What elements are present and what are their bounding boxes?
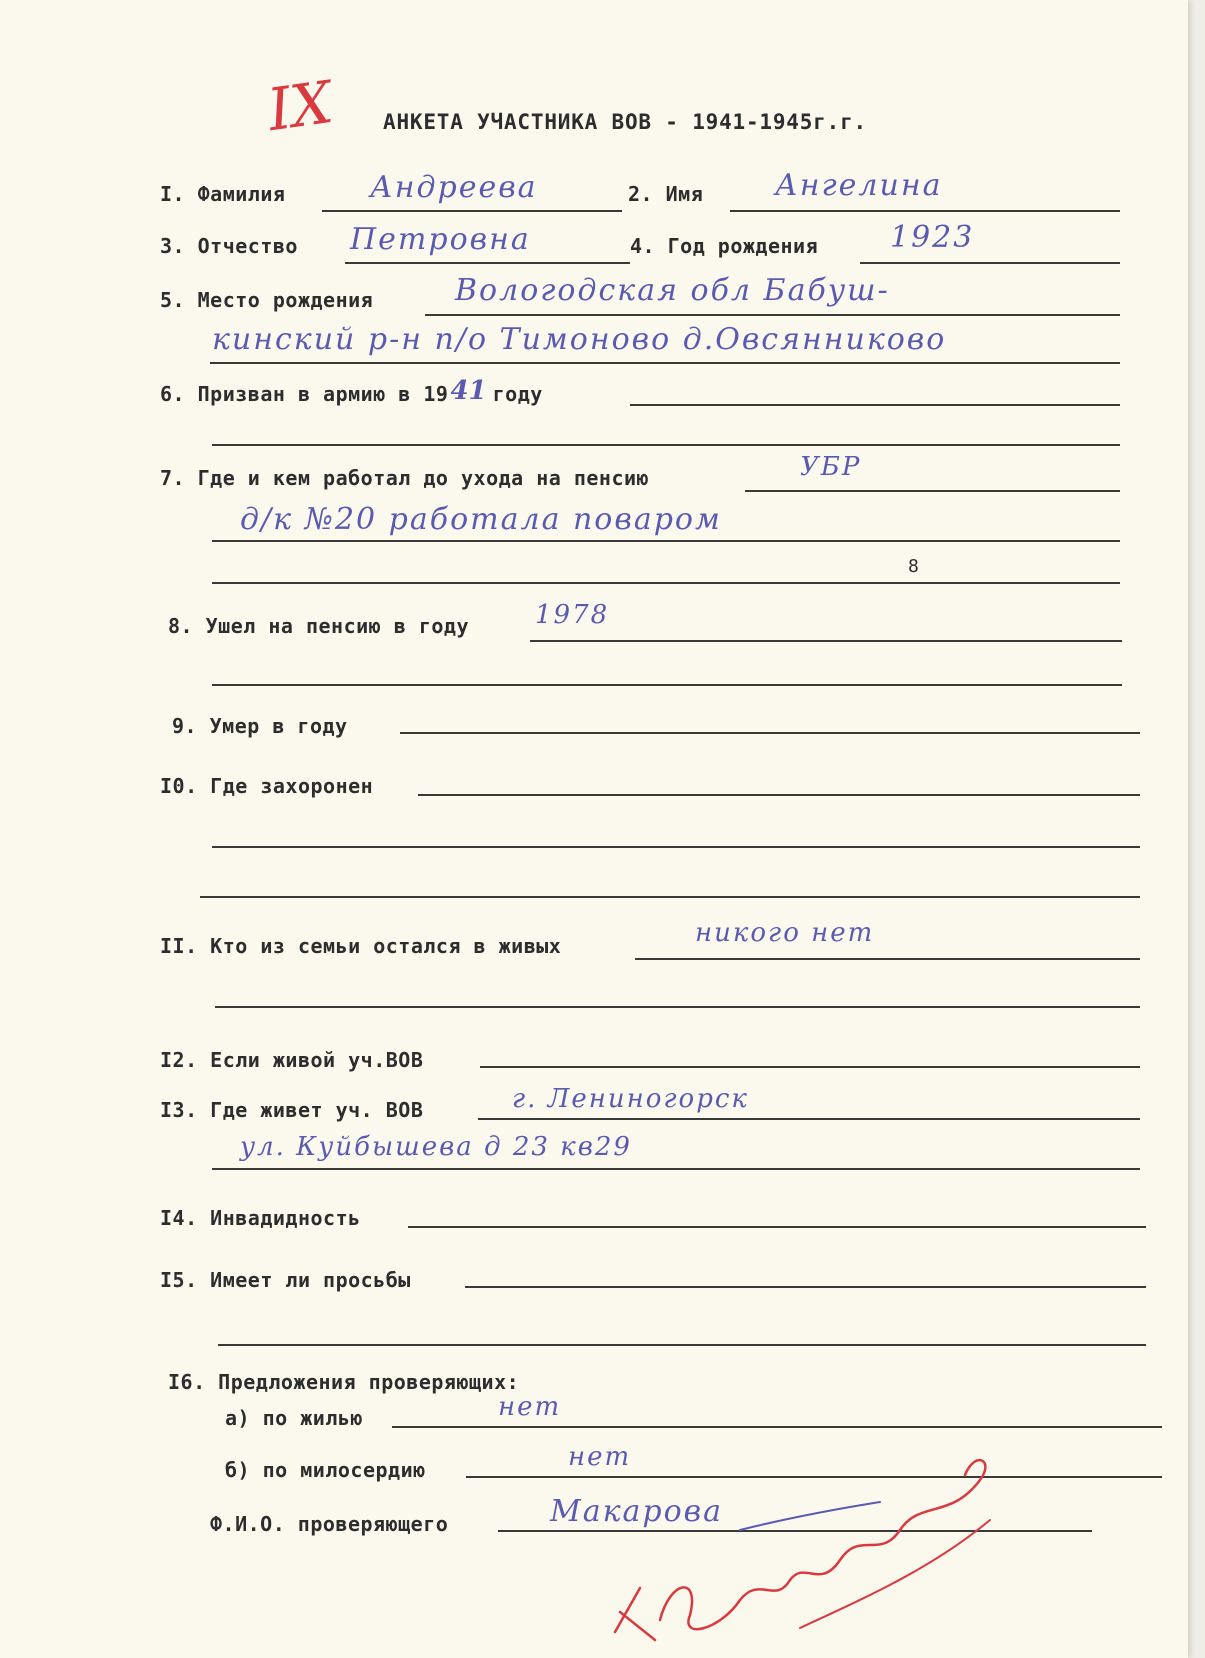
field-family-label: II. Кто из семьи остался в живых (160, 934, 562, 958)
field-patronymic-label: 3. Отчество (160, 234, 298, 258)
field-patronymic-value: Петровна (350, 222, 531, 257)
field-birthplace-value-2: кинский р-н п/о Тимоново д.Овсянниково (212, 322, 947, 357)
field-inspector-value: Макарова (550, 1494, 724, 1529)
field-surname-value: Андреева (370, 170, 538, 205)
field-work-note: 8 (908, 556, 920, 577)
field-inspector-label: Ф.И.О. проверяющего (210, 1512, 449, 1536)
field-birthplace-value-1: Вологодская обл Бабуш- (455, 273, 890, 308)
field-name-value: Ангелина (775, 168, 943, 203)
field-residence-value-1: г. Лениногорск (512, 1084, 749, 1114)
field-death-year-label: 9. Умер в году (172, 714, 348, 738)
field-charity-label: б) по милосердию (225, 1458, 426, 1482)
field-work-value-1: УБР (800, 452, 862, 482)
field-burial-label: I0. Где захоронен (160, 774, 374, 798)
field-retired-value: 1978 (535, 600, 610, 630)
field-work-value-2: д/к №20 работала поваром (240, 502, 722, 537)
field-surname-label: I. Фамилия (160, 182, 286, 206)
field-disability-label: I4. Инвадидность (160, 1206, 361, 1230)
field-residence-label: I3. Где живет уч. ВОВ (160, 1098, 424, 1122)
field-conscripted-year: 41 (450, 376, 487, 406)
field-birth-year-label: 4. Год рождения (630, 234, 819, 258)
field-birthplace-label: 5. Место рождения (160, 288, 374, 312)
field-housing-value: нет (498, 1392, 562, 1422)
field-family-value: никого нет (695, 918, 875, 948)
field-conscripted-prefix: 6. Призван в армию в 19 (160, 382, 449, 406)
field-requests-label: I5. Имеет ли просьбы (160, 1268, 411, 1292)
field-proposals-label: I6. Предложения проверяющих: (168, 1370, 520, 1394)
page-title: АНКЕТА УЧАСТНИКА ВОВ - 1941-1945г.г. (383, 110, 867, 134)
field-housing-label: а) по жилью (225, 1406, 363, 1430)
field-name-label: 2. Имя (628, 182, 704, 206)
field-alive-label: I2. Если живой уч.ВОВ (160, 1048, 424, 1072)
field-residence-value-2: ул. Куйбышева д 23 кв29 (240, 1132, 632, 1162)
field-charity-value: нет (568, 1442, 632, 1472)
corner-mark: IX (263, 67, 337, 145)
field-work-label: 7. Где и кем работал до ухода на пенсию (160, 466, 650, 490)
field-retired-label: 8. Ушел на пенсию в году (168, 614, 469, 638)
field-conscripted-suffix: году (492, 382, 543, 406)
field-birth-year-value: 1923 (890, 220, 975, 255)
